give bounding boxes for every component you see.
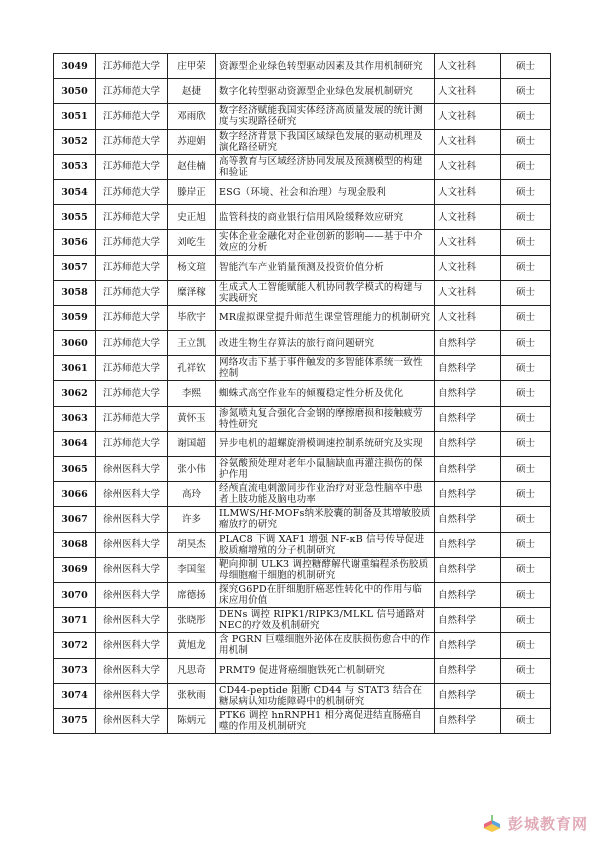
category-cell: 自然科学	[435, 557, 501, 582]
category-cell: 自然科学	[435, 356, 501, 381]
category-cell: 人文社科	[435, 54, 501, 79]
degree-cell: 硕士	[501, 205, 551, 230]
student-name-cell: 赵捷	[168, 79, 216, 104]
project-title-cell: PLAC8 下调 XAF1 增强 NF-κB 信号传导促进胶质瘤增殖的分子机制研究	[216, 532, 435, 557]
university-cell: 徐州医科大学	[96, 633, 168, 658]
row-number: 3074	[54, 683, 96, 708]
table-row	[54, 54, 551, 79]
student-name-cell: 黄旭龙	[168, 633, 216, 658]
university-cell: 徐州医科大学	[96, 457, 168, 482]
project-title-cell: PRMT9 促进肾癌细胞铁死亡机制研究	[216, 658, 435, 683]
row-number: 3061	[54, 356, 96, 381]
degree-cell: 硕士	[501, 431, 551, 456]
project-title-cell: 实体企业金融化对企业创新的影响——基于中介效应的分析	[216, 230, 435, 255]
category-cell: 人文社科	[435, 129, 501, 154]
category-cell: 自然科学	[435, 582, 501, 607]
university-cell: 徐州医科大学	[96, 557, 168, 582]
degree-cell: 硕士	[501, 658, 551, 683]
project-title-cell: MR虚拟课堂提升师范生课堂管理能力的机制研究	[216, 305, 435, 330]
project-title-cell: 监管科技的商业银行信用风险缓释效应研究	[216, 205, 435, 230]
degree-cell: 硕士	[501, 633, 551, 658]
watermark	[481, 810, 588, 836]
table-row	[54, 305, 551, 330]
degree-cell: 硕士	[501, 507, 551, 532]
degree-cell: 硕士	[501, 154, 551, 179]
table-row	[54, 708, 551, 733]
degree-cell: 硕士	[501, 582, 551, 607]
university-cell: 江苏师范大学	[96, 54, 168, 79]
university-cell: 徐州医科大学	[96, 482, 168, 507]
row-number: 3070	[54, 582, 96, 607]
student-name-cell: 高玲	[168, 482, 216, 507]
category-cell: 自然科学	[435, 482, 501, 507]
table-row	[54, 154, 551, 179]
row-number: 3049	[54, 54, 96, 79]
category-cell: 人文社科	[435, 79, 501, 104]
category-cell: 自然科学	[435, 507, 501, 532]
degree-cell: 硕士	[501, 331, 551, 356]
category-cell: 人文社科	[435, 280, 501, 305]
table-row	[54, 507, 551, 532]
student-name-cell: 刘屹生	[168, 230, 216, 255]
project-title-cell: 谷氨酸预处理对老年小鼠脑缺血再灌注损伤的保护作用	[216, 457, 435, 482]
degree-cell: 硕士	[501, 482, 551, 507]
student-name-cell: 庄甲荣	[168, 54, 216, 79]
university-cell: 江苏师范大学	[96, 280, 168, 305]
degree-cell: 硕士	[501, 608, 551, 633]
table-row	[54, 255, 551, 280]
category-cell: 人文社科	[435, 305, 501, 330]
student-name-cell: 陈炳元	[168, 708, 216, 733]
category-cell: 自然科学	[435, 431, 501, 456]
degree-cell: 硕士	[501, 129, 551, 154]
student-name-cell: 邓雨欣	[168, 104, 216, 129]
row-number: 3069	[54, 557, 96, 582]
student-name-cell: 李国玺	[168, 557, 216, 582]
university-cell: 江苏师范大学	[96, 406, 168, 431]
degree-cell: 硕士	[501, 708, 551, 733]
degree-cell: 硕士	[501, 104, 551, 129]
degree-cell: 硕士	[501, 230, 551, 255]
book-logo-icon	[481, 812, 503, 834]
category-cell: 人文社科	[435, 104, 501, 129]
category-cell: 自然科学	[435, 457, 501, 482]
table-row	[54, 280, 551, 305]
degree-cell: 硕士	[501, 532, 551, 557]
degree-cell: 硕士	[501, 255, 551, 280]
table-row	[54, 457, 551, 482]
student-name-cell: 苏迎娟	[168, 129, 216, 154]
project-title-cell: ESG（环境、社会和治理）与现金股利	[216, 179, 435, 204]
table-row	[54, 129, 551, 154]
student-name-cell: 毕欣宇	[168, 305, 216, 330]
table-row	[54, 431, 551, 456]
university-cell: 江苏师范大学	[96, 381, 168, 406]
category-cell: 自然科学	[435, 683, 501, 708]
category-cell: 自然科学	[435, 331, 501, 356]
row-number: 3064	[54, 431, 96, 456]
university-cell: 江苏师范大学	[96, 305, 168, 330]
row-number: 3058	[54, 280, 96, 305]
row-number: 3054	[54, 179, 96, 204]
category-cell: 自然科学	[435, 406, 501, 431]
row-number: 3072	[54, 633, 96, 658]
row-number: 3075	[54, 708, 96, 733]
university-cell: 徐州医科大学	[96, 582, 168, 607]
student-name-cell: 张秋雨	[168, 683, 216, 708]
category-cell: 人文社科	[435, 255, 501, 280]
row-number: 3071	[54, 608, 96, 633]
project-title-cell: 渗氮喷丸复合强化合金钢的摩擦磨损和接触疲劳特性研究	[216, 406, 435, 431]
row-number: 3055	[54, 205, 96, 230]
degree-cell: 硕士	[501, 79, 551, 104]
degree-cell: 硕士	[501, 54, 551, 79]
table-row	[54, 205, 551, 230]
table-row	[54, 532, 551, 557]
project-title-cell: 智能汽车产业销量预测及投资价值分析	[216, 255, 435, 280]
table-row	[54, 331, 551, 356]
degree-cell: 硕士	[501, 557, 551, 582]
category-cell: 自然科学	[435, 708, 501, 733]
table-row	[54, 482, 551, 507]
table-row	[54, 381, 551, 406]
table-row	[54, 633, 551, 658]
degree-cell: 硕士	[501, 683, 551, 708]
project-title-cell: 异步电机的超螺旋滑模调速控制系统研究及实现	[216, 431, 435, 456]
project-title-cell: 靶向抑制 ULK3 调控糖酵解代谢重编程杀伤胶质母细胞瘤干细胞的机制研究	[216, 557, 435, 582]
project-list-table	[53, 53, 551, 734]
student-name-cell: 史正旭	[168, 205, 216, 230]
student-name-cell: 凡思奇	[168, 658, 216, 683]
project-title-cell: CD44-peptide 阻断 CD44 与 STAT3 结合在糖尿病认知功能障碍中的机制研究	[216, 683, 435, 708]
table-row	[54, 608, 551, 633]
project-title-cell: 网络攻击下基于事件触发的多智能体系统一致性控制	[216, 356, 435, 381]
project-title-cell: PTK6 调控 hnRNPH1 相分离促进结直肠癌自噬的作用及机制研究	[216, 708, 435, 733]
degree-cell: 硕士	[501, 356, 551, 381]
university-cell: 江苏师范大学	[96, 79, 168, 104]
university-cell: 江苏师范大学	[96, 356, 168, 381]
table-row	[54, 104, 551, 129]
university-cell: 江苏师范大学	[96, 129, 168, 154]
degree-cell: 硕士	[501, 179, 551, 204]
category-cell: 自然科学	[435, 633, 501, 658]
project-title-cell: 高等教育与区域经济协同发展及预测模型的构建和验证	[216, 154, 435, 179]
row-number: 3053	[54, 154, 96, 179]
category-cell: 人文社科	[435, 230, 501, 255]
table-row	[54, 230, 551, 255]
student-name-cell: 滕岸正	[168, 179, 216, 204]
row-number: 3050	[54, 79, 96, 104]
category-cell: 自然科学	[435, 608, 501, 633]
table-row	[54, 557, 551, 582]
category-cell: 自然科学	[435, 381, 501, 406]
university-cell: 徐州医科大学	[96, 532, 168, 557]
project-title-cell: DENs 调控 RIPK1/RIPK3/MLKL 信号通路对 NEC的疗效及机制研究	[216, 608, 435, 633]
university-cell: 江苏师范大学	[96, 230, 168, 255]
category-cell: 人文社科	[435, 205, 501, 230]
row-number: 3068	[54, 532, 96, 557]
degree-cell: 硕士	[501, 280, 551, 305]
university-cell: 徐州医科大学	[96, 507, 168, 532]
table-row	[54, 658, 551, 683]
degree-cell: 硕士	[501, 305, 551, 330]
table-row	[54, 683, 551, 708]
project-title-cell: 含 PGRN 巨噬细胞外泌体在皮肤损伤愈合中的作用机制	[216, 633, 435, 658]
table-row	[54, 406, 551, 431]
student-name-cell: 杨文瑄	[168, 255, 216, 280]
project-title-cell: 数字经济背景下我国区域绿色发展的驱动机理及演化路径研究	[216, 129, 435, 154]
row-number: 3067	[54, 507, 96, 532]
project-title-cell: 生成式人工智能赋能人机协同教学模式的构建与实践研究	[216, 280, 435, 305]
row-number: 3060	[54, 331, 96, 356]
student-name-cell: 张小伟	[168, 457, 216, 482]
university-cell: 江苏师范大学	[96, 154, 168, 179]
student-name-cell: 许多	[168, 507, 216, 532]
row-number: 3066	[54, 482, 96, 507]
university-cell: 江苏师范大学	[96, 205, 168, 230]
student-name-cell: 张晓彤	[168, 608, 216, 633]
row-number: 3057	[54, 255, 96, 280]
row-number: 3065	[54, 457, 96, 482]
project-title-cell: 经颅直流电刺激同步作业治疗对亚急性脑卒中患者上肢功能及脑电功率	[216, 482, 435, 507]
table-row	[54, 79, 551, 104]
university-cell: 江苏师范大学	[96, 431, 168, 456]
student-name-cell: 胡昊杰	[168, 532, 216, 557]
student-name-cell: 李熙	[168, 381, 216, 406]
table-row	[54, 179, 551, 204]
project-title-cell: 数字化转型驱动资源型企业绿色发展机制研究	[216, 79, 435, 104]
project-title-cell: 资源型企业绿色转型驱动因素及其作用机制研究	[216, 54, 435, 79]
category-cell: 自然科学	[435, 532, 501, 557]
table-row	[54, 356, 551, 381]
project-list-body	[54, 54, 551, 734]
row-number: 3056	[54, 230, 96, 255]
watermark-text: 彭城教育网	[507, 814, 588, 833]
student-name-cell: 王立凯	[168, 331, 216, 356]
university-cell: 徐州医科大学	[96, 708, 168, 733]
row-number: 3052	[54, 129, 96, 154]
university-cell: 江苏师范大学	[96, 331, 168, 356]
student-name-cell: 黄怀玉	[168, 406, 216, 431]
university-cell: 徐州医科大学	[96, 608, 168, 633]
category-cell: 自然科学	[435, 658, 501, 683]
category-cell: 人文社科	[435, 154, 501, 179]
student-name-cell: 谢国超	[168, 431, 216, 456]
project-title-cell: ILMWS/Hf-MOFs纳米胶囊的制备及其增敏胶质瘤放疗的研究	[216, 507, 435, 532]
category-cell: 人文社科	[435, 179, 501, 204]
degree-cell: 硕士	[501, 406, 551, 431]
table-row	[54, 582, 551, 607]
student-name-cell: 席德扬	[168, 582, 216, 607]
row-number: 3059	[54, 305, 96, 330]
student-name-cell: 赵佳楠	[168, 154, 216, 179]
student-name-cell: 孔祥钦	[168, 356, 216, 381]
project-title-cell: 蜘蛛式高空作业车的倾覆稳定性分析及优化	[216, 381, 435, 406]
university-cell: 徐州医科大学	[96, 683, 168, 708]
row-number: 3062	[54, 381, 96, 406]
degree-cell: 硕士	[501, 381, 551, 406]
university-cell: 江苏师范大学	[96, 255, 168, 280]
project-title-cell: 探究G6PD在肝细胞肝癌恶性转化中的作用与临床应用价值	[216, 582, 435, 607]
university-cell: 江苏师范大学	[96, 179, 168, 204]
row-number: 3073	[54, 658, 96, 683]
university-cell: 徐州医科大学	[96, 658, 168, 683]
row-number: 3051	[54, 104, 96, 129]
university-cell: 江苏师范大学	[96, 104, 168, 129]
project-title-cell: 改进生物生存算法的旅行商问题研究	[216, 331, 435, 356]
student-name-cell: 糜泽稼	[168, 280, 216, 305]
degree-cell: 硕士	[501, 457, 551, 482]
row-number: 3063	[54, 406, 96, 431]
project-title-cell: 数字经济赋能我国实体经济高质量发展的统计测度与实现路径研究	[216, 104, 435, 129]
